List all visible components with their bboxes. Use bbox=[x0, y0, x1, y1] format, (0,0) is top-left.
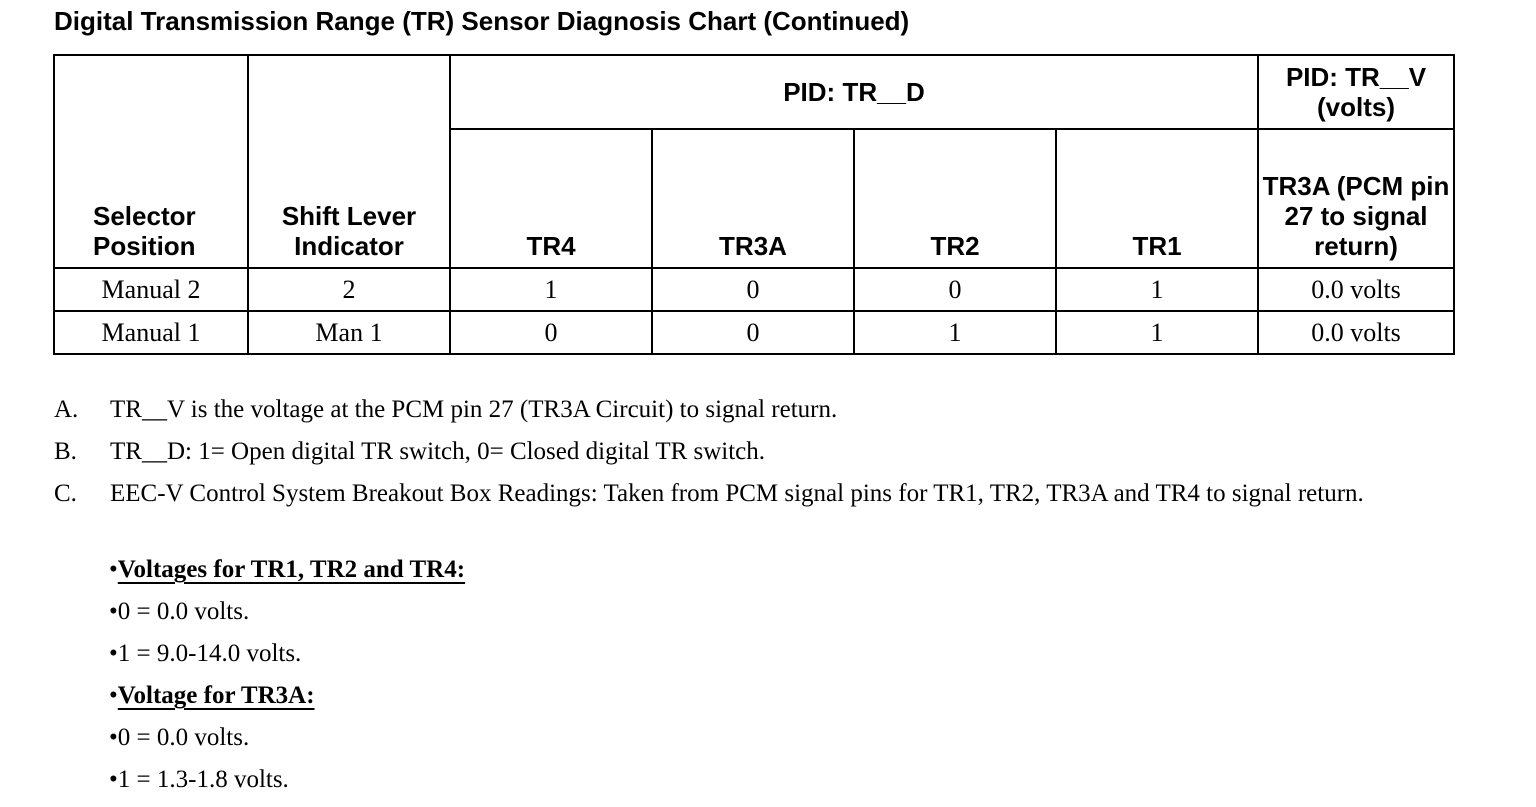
voltage-sub-notes bbox=[109, 555, 465, 807]
diagnosis-table bbox=[53, 54, 1455, 355]
bullet-icon: • bbox=[109, 556, 118, 583]
bullet-icon: • bbox=[109, 724, 118, 751]
table-row bbox=[54, 268, 1454, 311]
sub-line-item bbox=[109, 597, 465, 627]
header-tr2: TR2 bbox=[854, 129, 1056, 268]
cell-volts: 0.0 volts bbox=[1258, 268, 1454, 311]
cell-tr3a: 0 bbox=[652, 311, 854, 354]
notes-list bbox=[54, 395, 1410, 521]
cell-tr3a: 0 bbox=[652, 268, 854, 311]
sub-heading-tr1-tr2-tr4 bbox=[109, 555, 465, 585]
sub-line-text: 0 = 0.0 volts. bbox=[117, 598, 250, 625]
note-b bbox=[54, 437, 1410, 467]
cell-tr4: 1 bbox=[450, 268, 652, 311]
note-a bbox=[54, 395, 1410, 425]
cell-tr1: 1 bbox=[1056, 311, 1258, 354]
sub-heading-text: Voltage for TR3A: bbox=[117, 682, 315, 709]
sub-line-item bbox=[109, 639, 465, 669]
bullet-icon: • bbox=[109, 640, 118, 667]
cell-volts: 0.0 volts bbox=[1258, 311, 1454, 354]
note-letter: B. bbox=[54, 438, 77, 465]
cell-indicator: Man 1 bbox=[248, 311, 450, 354]
sub-line-item bbox=[109, 765, 465, 795]
header-tr4: TR4 bbox=[450, 129, 652, 268]
header-group-tr-v: PID: TR__V (volts) bbox=[1258, 55, 1454, 129]
bullet-icon: • bbox=[109, 682, 118, 709]
sub-line-text: 0 = 0.0 volts. bbox=[117, 724, 250, 751]
header-selector-position: Selector Position bbox=[54, 55, 248, 268]
bullet-icon: • bbox=[109, 766, 118, 793]
sub-heading-text: Voltages for TR1, TR2 and TR4: bbox=[117, 556, 466, 583]
note-c bbox=[54, 479, 1410, 509]
note-letter: C. bbox=[54, 480, 77, 507]
note-text: EEC-V Control System Breakout Box Readings: Taken from PCM signal pins for TR1, TR2, TR3A and TR4 to signal return. bbox=[110, 480, 1364, 507]
note-text: TR__V is the voltage at the PCM pin 27 (TR3A Circuit) to signal return. bbox=[110, 396, 838, 423]
sub-line-text: 1 = 1.3-1.8 volts. bbox=[117, 766, 289, 793]
cell-selector: Manual 2 bbox=[54, 268, 248, 311]
table-row bbox=[54, 311, 1454, 354]
cell-indicator: 2 bbox=[248, 268, 450, 311]
cell-tr1: 1 bbox=[1056, 268, 1258, 311]
cell-selector: Manual 1 bbox=[54, 311, 248, 354]
sub-heading-tr3a bbox=[109, 681, 465, 711]
cell-tr2: 1 bbox=[854, 311, 1056, 354]
sub-line-text: 1 = 9.0-14.0 volts. bbox=[117, 640, 302, 667]
note-letter: A. bbox=[54, 396, 79, 423]
cell-tr2: 0 bbox=[854, 268, 1056, 311]
header-tr3a: TR3A bbox=[652, 129, 854, 268]
note-text: TR__D: 1= Open digital TR switch, 0= Closed digital TR switch. bbox=[110, 438, 766, 465]
header-tr1: TR1 bbox=[1056, 129, 1258, 268]
header-tr3a-pcm: TR3A (PCM pin 27 to signal return) bbox=[1258, 129, 1454, 268]
cell-tr4: 0 bbox=[450, 311, 652, 354]
header-group-tr-d: PID: TR__D bbox=[450, 55, 1258, 129]
sub-line-item bbox=[109, 723, 465, 753]
bullet-icon: • bbox=[109, 598, 118, 625]
header-shift-lever-indicator: Shift Lever Indicator bbox=[248, 55, 450, 268]
page-title: Digital Transmission Range (TR) Sensor Diagnosis Chart (Continued) bbox=[54, 6, 910, 36]
